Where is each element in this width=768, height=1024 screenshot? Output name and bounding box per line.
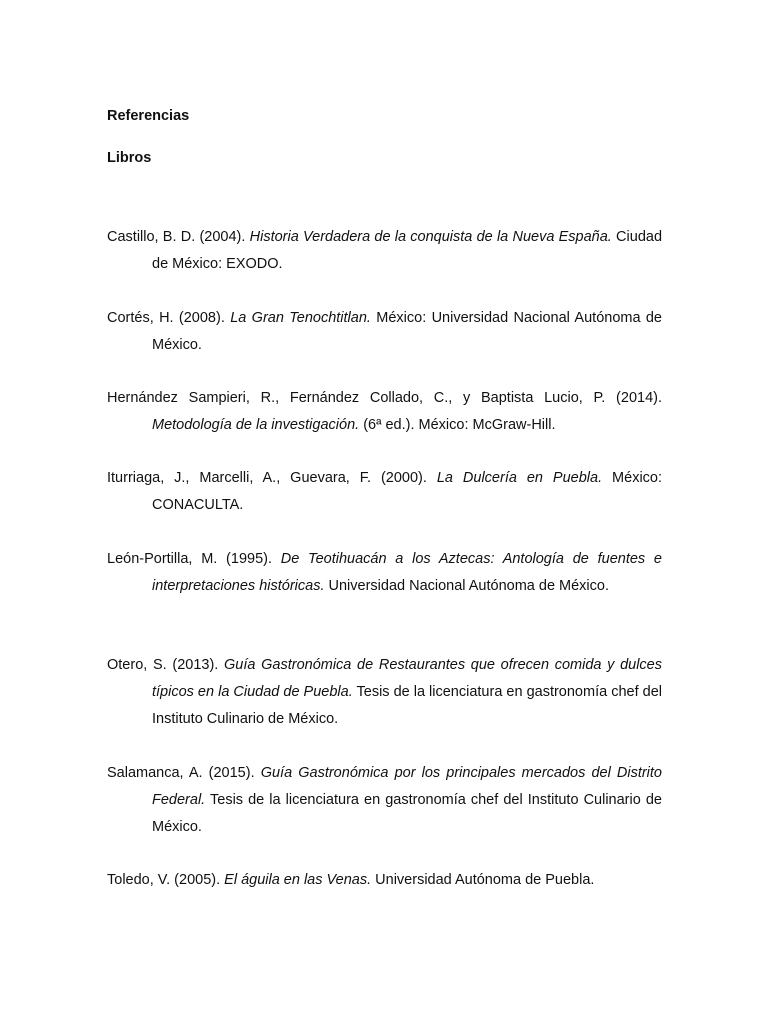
reference-entry (107, 385, 662, 439)
reference-entry (107, 867, 662, 894)
reference-title: Guía Gastronómica de Restaurantes que ofrecen comida y dulces típicos en la Ciudad de Puebla. (152, 657, 662, 700)
reference-entry (107, 652, 662, 733)
reference-publisher: Tesis de la licenciatura en gastronomía chef del Instituto Culinario de México. (152, 792, 662, 835)
reference-publisher: Universidad Autónoma de Puebla. (371, 872, 595, 888)
reference-author: Cortés, H. (2008). (107, 310, 231, 326)
reference-publisher: Ciudad de México: EXODO. (152, 229, 663, 272)
reference-entry (107, 305, 662, 359)
reference-publisher: México: CONACULTA. (152, 470, 663, 513)
reference-title: De Teotihuacán a los Aztecas: Antología de fuentes e interpretaciones históricas. (152, 551, 662, 594)
page-title: Referencias (107, 108, 190, 124)
reference-author: Salamanca, A. (2015). (107, 765, 261, 781)
reference-entry (107, 465, 662, 519)
reference-author: Otero, S. (2013). (107, 657, 224, 673)
reference-author: Toledo, V. (2005). (107, 872, 225, 888)
reference-author: León-Portilla, M. (1995). (107, 551, 281, 567)
reference-author: Iturriaga, J., Marcelli, A., Guevara, F. (2000). (107, 470, 437, 486)
reference-publisher: Universidad Nacional Autónoma de México. (324, 578, 609, 594)
reference-title: La Dulcería en Puebla. (436, 470, 603, 486)
reference-author: Hernández Sampieri, R., Fernández Collado, C., y Baptista Lucio, P. (2014). (107, 390, 662, 406)
reference-title: Guía Gastronómica por los principales mercados del Distrito Federal. (152, 765, 663, 808)
reference-publisher: Tesis de la licenciatura en gastronomía chef del Instituto Culinario de México. (152, 684, 662, 727)
reference-title: Metodología de la investigación. (152, 417, 360, 433)
section-heading: Libros (107, 150, 152, 166)
reference-title: El águila en las Venas. (224, 872, 372, 888)
reference-publisher: (6ª ed.). México: McGraw-Hill. (359, 417, 556, 433)
reference-author: Castillo, B. D. (2004). (107, 229, 250, 245)
reference-title: Historia Verdadera de la conquista de la Nueva España. (249, 229, 612, 245)
reference-entry (107, 760, 662, 841)
reference-publisher: México: Universidad Nacional Autónoma de México. (152, 310, 662, 353)
reference-entry (107, 224, 662, 278)
reference-title: La Gran Tenochtitlan. (230, 310, 371, 326)
reference-entry (107, 546, 662, 600)
